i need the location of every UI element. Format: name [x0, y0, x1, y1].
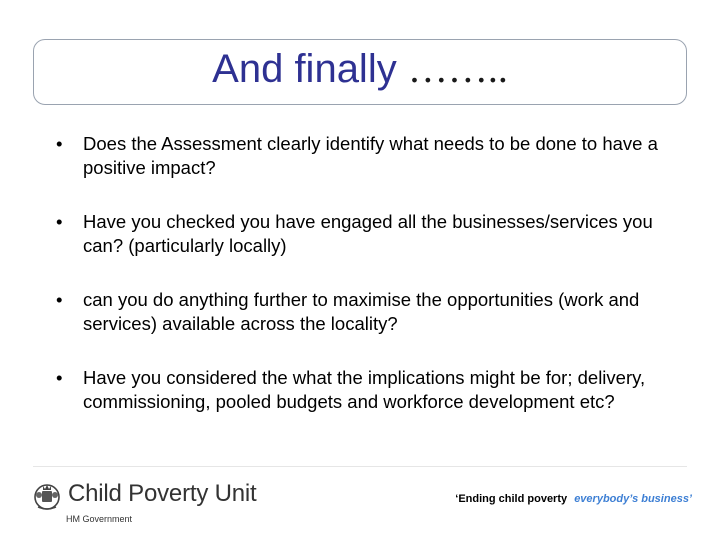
bullet-text: Have you checked you have engaged all the businesses/services you can? (particularly locally) [83, 211, 653, 256]
title-ellipsis: …….. [407, 46, 508, 91]
logo-subtext: HM Government [66, 514, 133, 524]
bullet-mark: • [56, 133, 63, 154]
bullet-item [56, 132, 696, 180]
child-poverty-unit-logo [30, 479, 290, 527]
bullet-text: can you do anything further to maximise the opportunities (work and services) available across the locality? [83, 289, 640, 334]
tagline-part1: ‘Ending child poverty [455, 493, 568, 505]
bullet-item [56, 210, 696, 258]
bullet-text: Have you considered the what the implications might be for; delivery, commissioning, pooled budgets and workforce development etc? [83, 367, 646, 412]
logo-text: Child Poverty Unit [68, 480, 257, 507]
tagline-part2: everybody’s business’ [574, 493, 692, 505]
bullet-item [56, 366, 696, 414]
bullet-mark: • [56, 289, 63, 310]
bullet-item [56, 288, 696, 336]
bullet-list [56, 132, 696, 444]
bullet-mark: • [56, 211, 63, 232]
footer-tagline [455, 493, 692, 505]
bullet-text: Does the Assessment clearly identify what needs to be done to have a positive impact? [83, 133, 658, 178]
footer-divider [33, 466, 687, 467]
slide-title [0, 43, 720, 95]
bullet-mark: • [56, 367, 63, 388]
title-text: And finally [212, 47, 397, 91]
royal-crest-icon [32, 481, 62, 511]
